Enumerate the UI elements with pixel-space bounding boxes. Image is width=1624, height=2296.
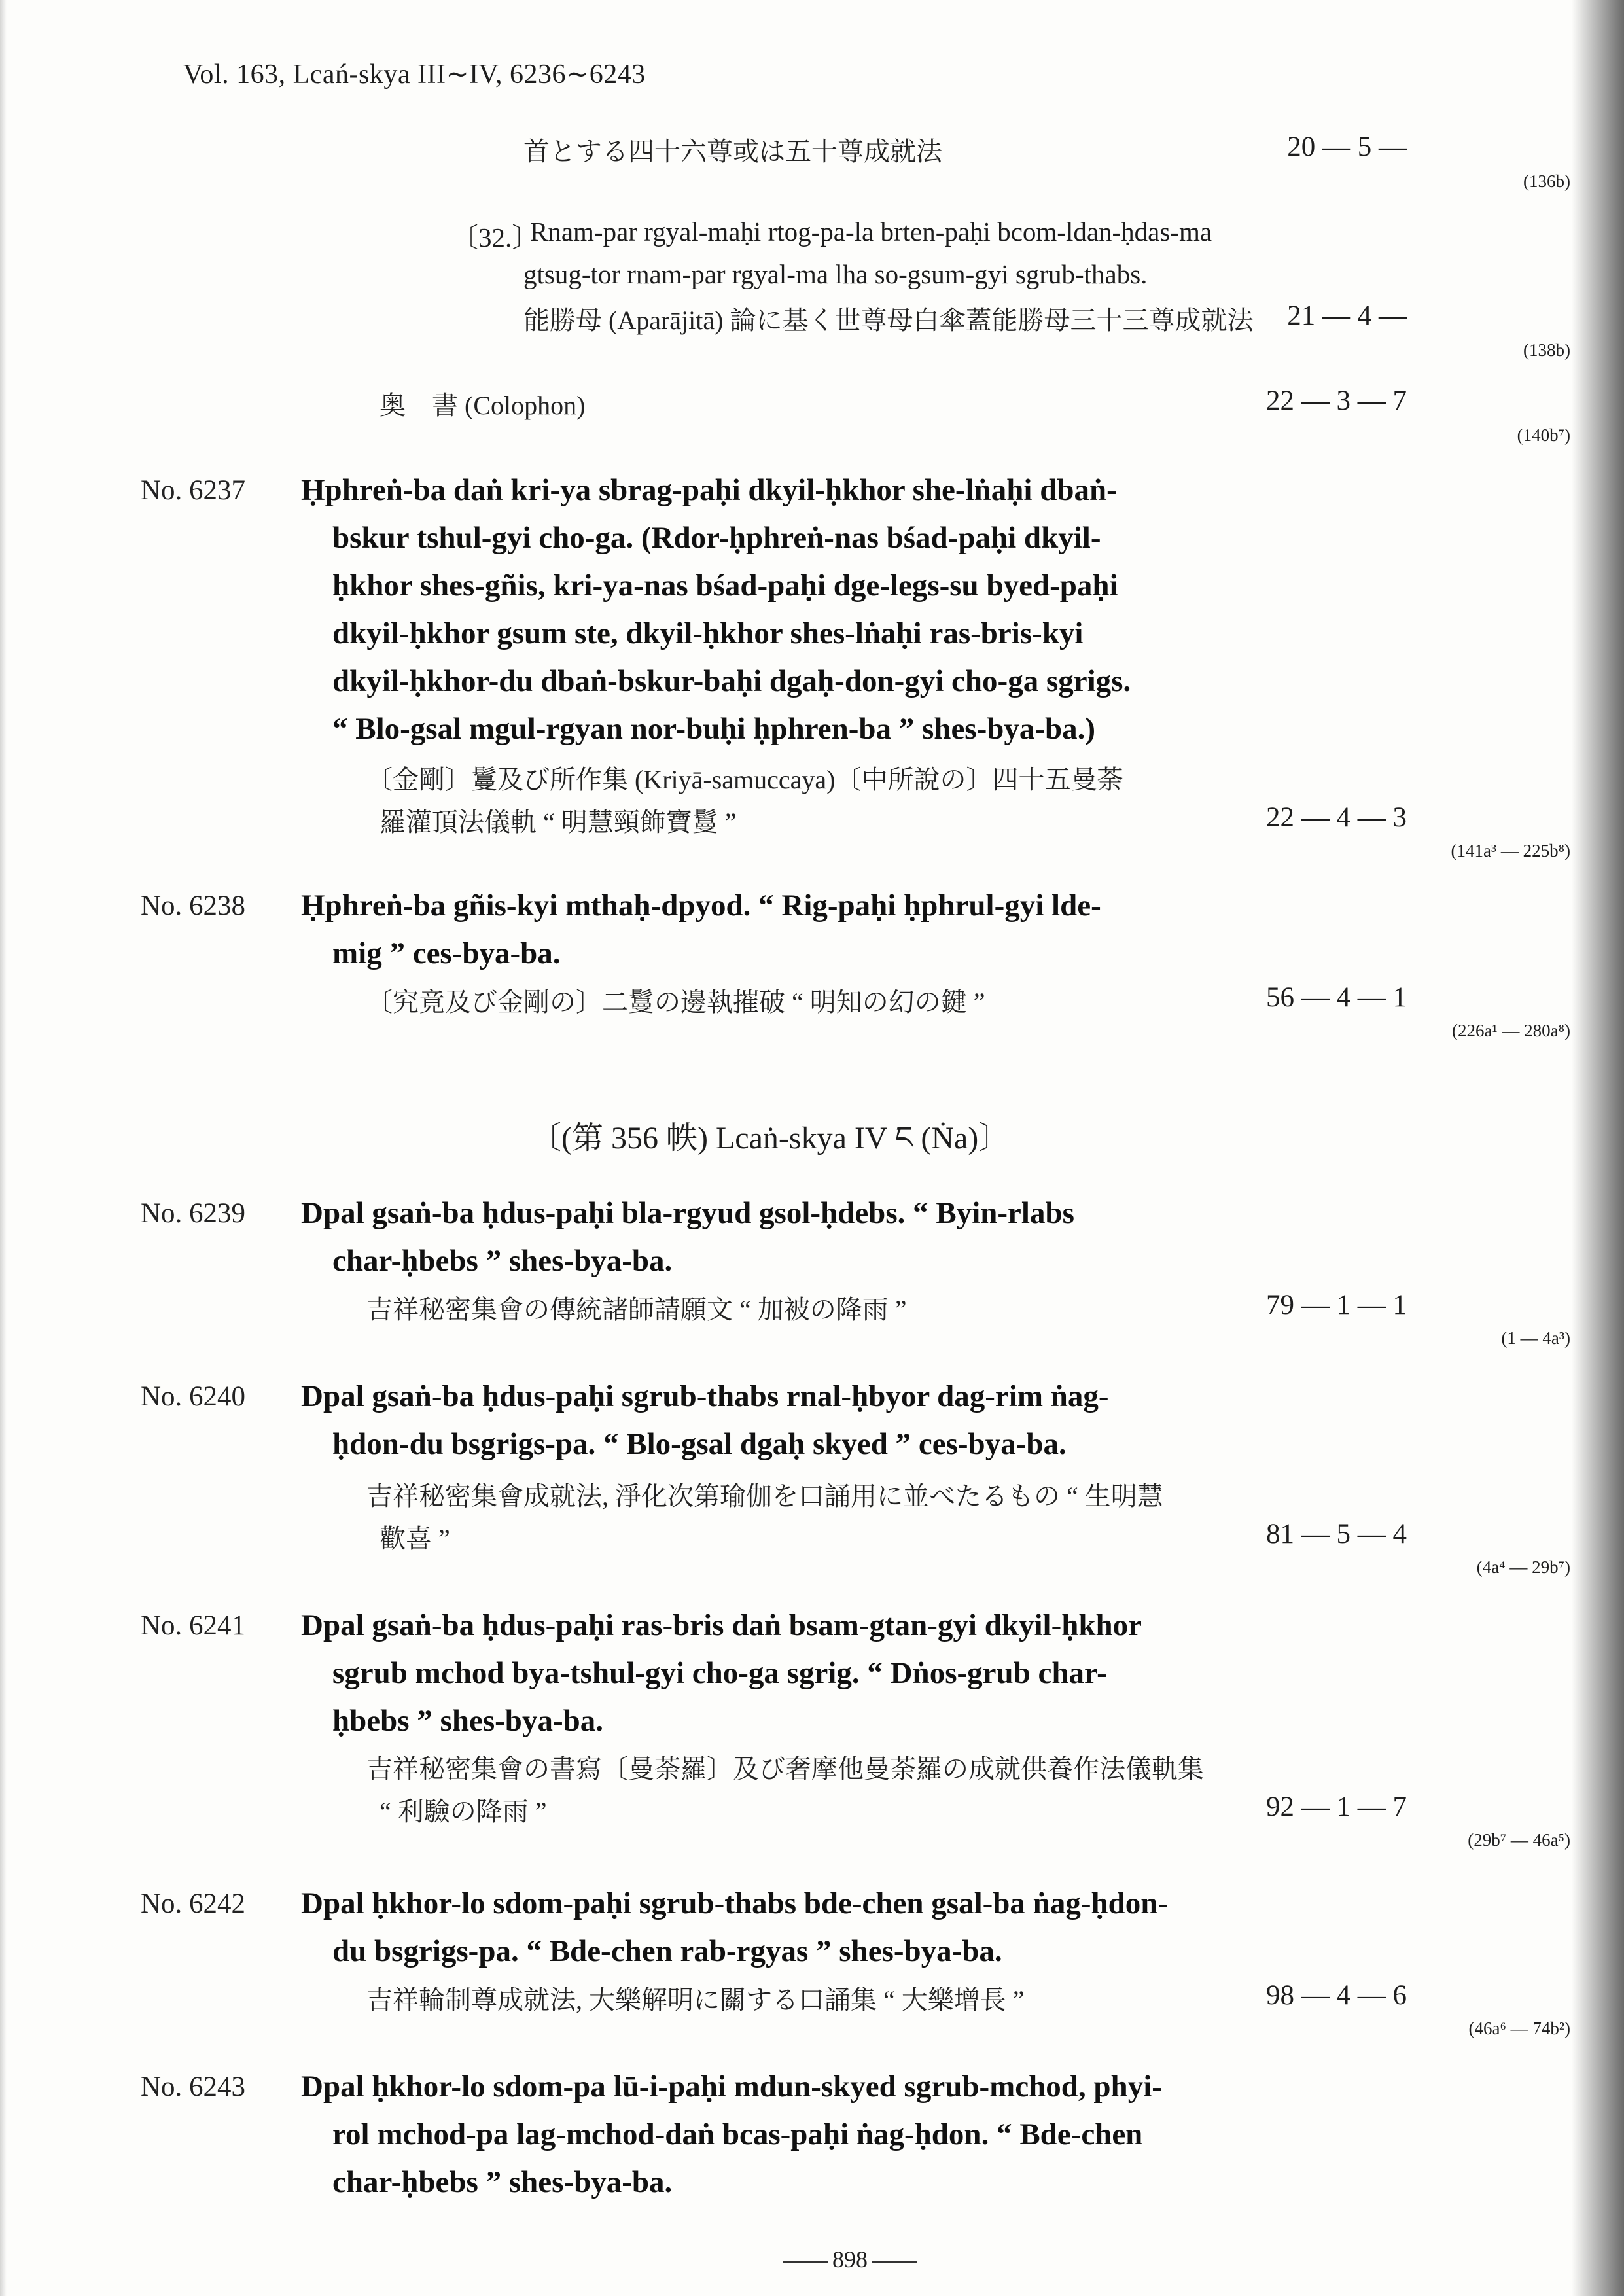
entry-japanese: 吉祥輪制尊成就法, 大樂解明に關する口誦集 “ 大樂增長 ” bbox=[366, 1985, 1025, 2015]
section-heading: 〔(第 356 帙) Lcaṅ-skya IV ང (Ṅa)〕 bbox=[530, 1121, 1010, 1156]
entry-title-line: ḥkhor shes-gñis, kri-ya-nas bśad-paḥi dge-legs-su byed-paḥi bbox=[332, 569, 1118, 603]
entry-title-line: Ḥphreṅ-ba gñis-kyi mthaḥ-dpyod. “ Rig-paḥi ḥphrul-gyi lde- bbox=[301, 889, 1101, 923]
page-number-footer bbox=[779, 2246, 921, 2273]
footer-rule-left bbox=[783, 2261, 828, 2263]
entry-number: No. 6237 bbox=[141, 475, 246, 506]
entry-title-line: dkyil-ḥkhor-du dbaṅ-bskur-baḥi dgaḥ-don-gyi cho-ga sgrigs. bbox=[332, 664, 1131, 698]
running-header: Vol. 163, Lcań-skya III∼IV, 6236∼6243 bbox=[183, 60, 646, 90]
item-japanese: 首とする四十六尊或は五十尊成就法 bbox=[523, 137, 942, 166]
entry-ref: 98 — 4 — 6 bbox=[1266, 1980, 1407, 2011]
item-ref: 21 — 4 — bbox=[1287, 300, 1407, 331]
entry-title-line: sgrub mchod bya-tshul-gyi cho-ga sgrig. “ Dṅos-grub char- bbox=[332, 1656, 1107, 1690]
scan-shadow-right bbox=[1572, 0, 1624, 2296]
entry-ref: 56 — 4 — 1 bbox=[1266, 982, 1407, 1013]
entry-title-line: char-ḥbebs ” shes-bya-ba. bbox=[332, 1244, 673, 1278]
entry-title-line: Dpal gsaṅ-ba ḥdus-paḥi ras-bris daṅ bsam-gtan-gyi dkyil-ḥkhor bbox=[301, 1608, 1142, 1642]
entry-japanese: 〔究竟及び金剛の〕二鬘の邊執摧破 “ 明知の幻の鍵 ” bbox=[366, 987, 985, 1017]
entry-folio: (46a⁶ — 74b²) bbox=[1468, 2019, 1570, 2038]
entry-title-line: ḥdon-du bsgrigs-pa. “ Blo-gsal dgaḥ skyed ” ces-bya-ba. bbox=[332, 1427, 1067, 1461]
entry-number: No. 6242 bbox=[141, 1888, 246, 1919]
entry-ref: 81 — 5 — 4 bbox=[1266, 1519, 1407, 1549]
scan-shadow-left bbox=[0, 0, 7, 2296]
entry-japanese: 吉祥秘密集會の傳統諸師請願文 “ 加被の降雨 ” bbox=[366, 1295, 907, 1324]
entry-folio: (29b⁷ — 46a⁵) bbox=[1468, 1830, 1570, 1850]
entry-title-line: “ Blo-gsal mgul-rgyan nor-buḥi ḥphren-ba ” shes-bya-ba.) bbox=[332, 712, 1096, 746]
entry-ref: 79 — 1 — 1 bbox=[1266, 1290, 1407, 1320]
item-japanese: 奥 書 (Colophon) bbox=[380, 391, 586, 420]
entry-title-line: Dpal gsaṅ-ba ḥdus-paḥi bla-rgyud gsol-ḥdebs. “ Byin-rlabs bbox=[301, 1196, 1074, 1230]
entry-folio: (1 — 4a³) bbox=[1501, 1328, 1570, 1348]
entry-title-line: char-ḥbebs ” shes-bya-ba. bbox=[332, 2165, 673, 2199]
entry-ref: 92 — 1 — 7 bbox=[1266, 1792, 1407, 1822]
entry-title-line: mig ” ces-bya-ba. bbox=[332, 936, 561, 970]
item-title-line: gtsug-tor rnam-par rgyal-ma lha so-gsum-gyi sgrub-thabs. bbox=[523, 259, 1148, 289]
page-number: 898 bbox=[832, 2246, 868, 2272]
entry-title-line: dkyil-ḥkhor gsum ste, dkyil-ḥkhor shes-lṅaḥi ras-bris-kyi bbox=[332, 616, 1084, 650]
entry-title-line: Dpal ḥkhor-lo sdom-pa lū-i-paḥi mdun-skyed sgrub-mchod, phyi- bbox=[301, 2070, 1162, 2104]
item-folio: (136b) bbox=[1523, 171, 1570, 191]
item-folio: (140b⁷) bbox=[1517, 425, 1570, 445]
item-folio: (138b) bbox=[1523, 340, 1570, 360]
entry-number: No. 6239 bbox=[141, 1198, 246, 1229]
entry-ref: 22 — 4 — 3 bbox=[1266, 802, 1407, 833]
entry-japanese: 歡喜 ” bbox=[380, 1524, 450, 1553]
entry-title-line: ḥbebs ” shes-bya-ba. bbox=[332, 1704, 603, 1738]
item-ref: 22 — 3 — 7 bbox=[1266, 385, 1407, 416]
entry-title-line: du bsgrigs-pa. “ Bde-chen rab-rgyas ” shes-bya-ba. bbox=[332, 1934, 1002, 1968]
entry-folio: (141a³ — 225b⁸) bbox=[1451, 841, 1570, 860]
entry-folio: (226a¹ — 280a⁸) bbox=[1452, 1021, 1570, 1040]
item-japanese: 能勝母 (Aparājitā) 論に基く世尊母白傘蓋能勝母三十三尊成就法 bbox=[523, 306, 1254, 335]
entry-japanese: 吉祥秘密集會成就法, 淨化次第瑜伽を口誦用に並べたるもの “ 生明慧 bbox=[366, 1481, 1163, 1511]
entry-japanese: 羅灌頂法儀軌 “ 明慧頸飾寶鬘 ” bbox=[380, 807, 737, 837]
entry-number: No. 6241 bbox=[141, 1610, 246, 1641]
entry-japanese: “ 利驗の降雨 ” bbox=[380, 1797, 547, 1826]
entry-title-line: Ḥphreṅ-ba daṅ kri-ya sbrag-paḥi dkyil-ḥkhor she-lṅaḥi dbaṅ- bbox=[301, 473, 1117, 507]
entry-japanese: 〔金剛〕鬘及び所作集 (Kriyā-samuccaya)〔中所說の〕四十五曼荼 bbox=[366, 765, 1123, 794]
entry-folio: (4a⁴ — 29b⁷) bbox=[1476, 1557, 1570, 1577]
footer-rule-right bbox=[872, 2261, 917, 2263]
entry-title-line: Dpal gsaṅ-ba ḥdus-paḥi sgrub-thabs rnal-ḥbyor dag-rim ṅag- bbox=[301, 1379, 1109, 1413]
item-ref: 20 — 5 — bbox=[1287, 132, 1407, 162]
entry-japanese: 吉祥秘密集會の書寫〔曼荼羅〕及び奢摩他曼荼羅の成就供養作法儀軌集 bbox=[366, 1754, 1204, 1784]
entry-title-line: Dpal ḥkhor-lo sdom-paḥi sgrub-thabs bde-chen gsal-ba ṅag-ḥdon- bbox=[301, 1886, 1169, 1920]
entry-number: No. 6240 bbox=[141, 1381, 246, 1412]
item-title-line: Rnam-par rgyal-maḥi rtog-pa-la brten-paḥi bcom-ldan-ḥdas-ma bbox=[530, 217, 1212, 247]
entry-number: No. 6243 bbox=[141, 2072, 246, 2102]
item-marker: 〔32.〕 bbox=[451, 222, 539, 253]
entry-title-line: bskur tshul-gyi cho-ga. (Rdor-ḥphreṅ-nas bśad-paḥi dkyil- bbox=[332, 521, 1101, 555]
entry-title-line: rol mchod-pa lag-mchod-daṅ bcas-paḥi ṅag-ḥdon. “ Bde-chen bbox=[332, 2117, 1143, 2151]
entry-number: No. 6238 bbox=[141, 891, 246, 921]
